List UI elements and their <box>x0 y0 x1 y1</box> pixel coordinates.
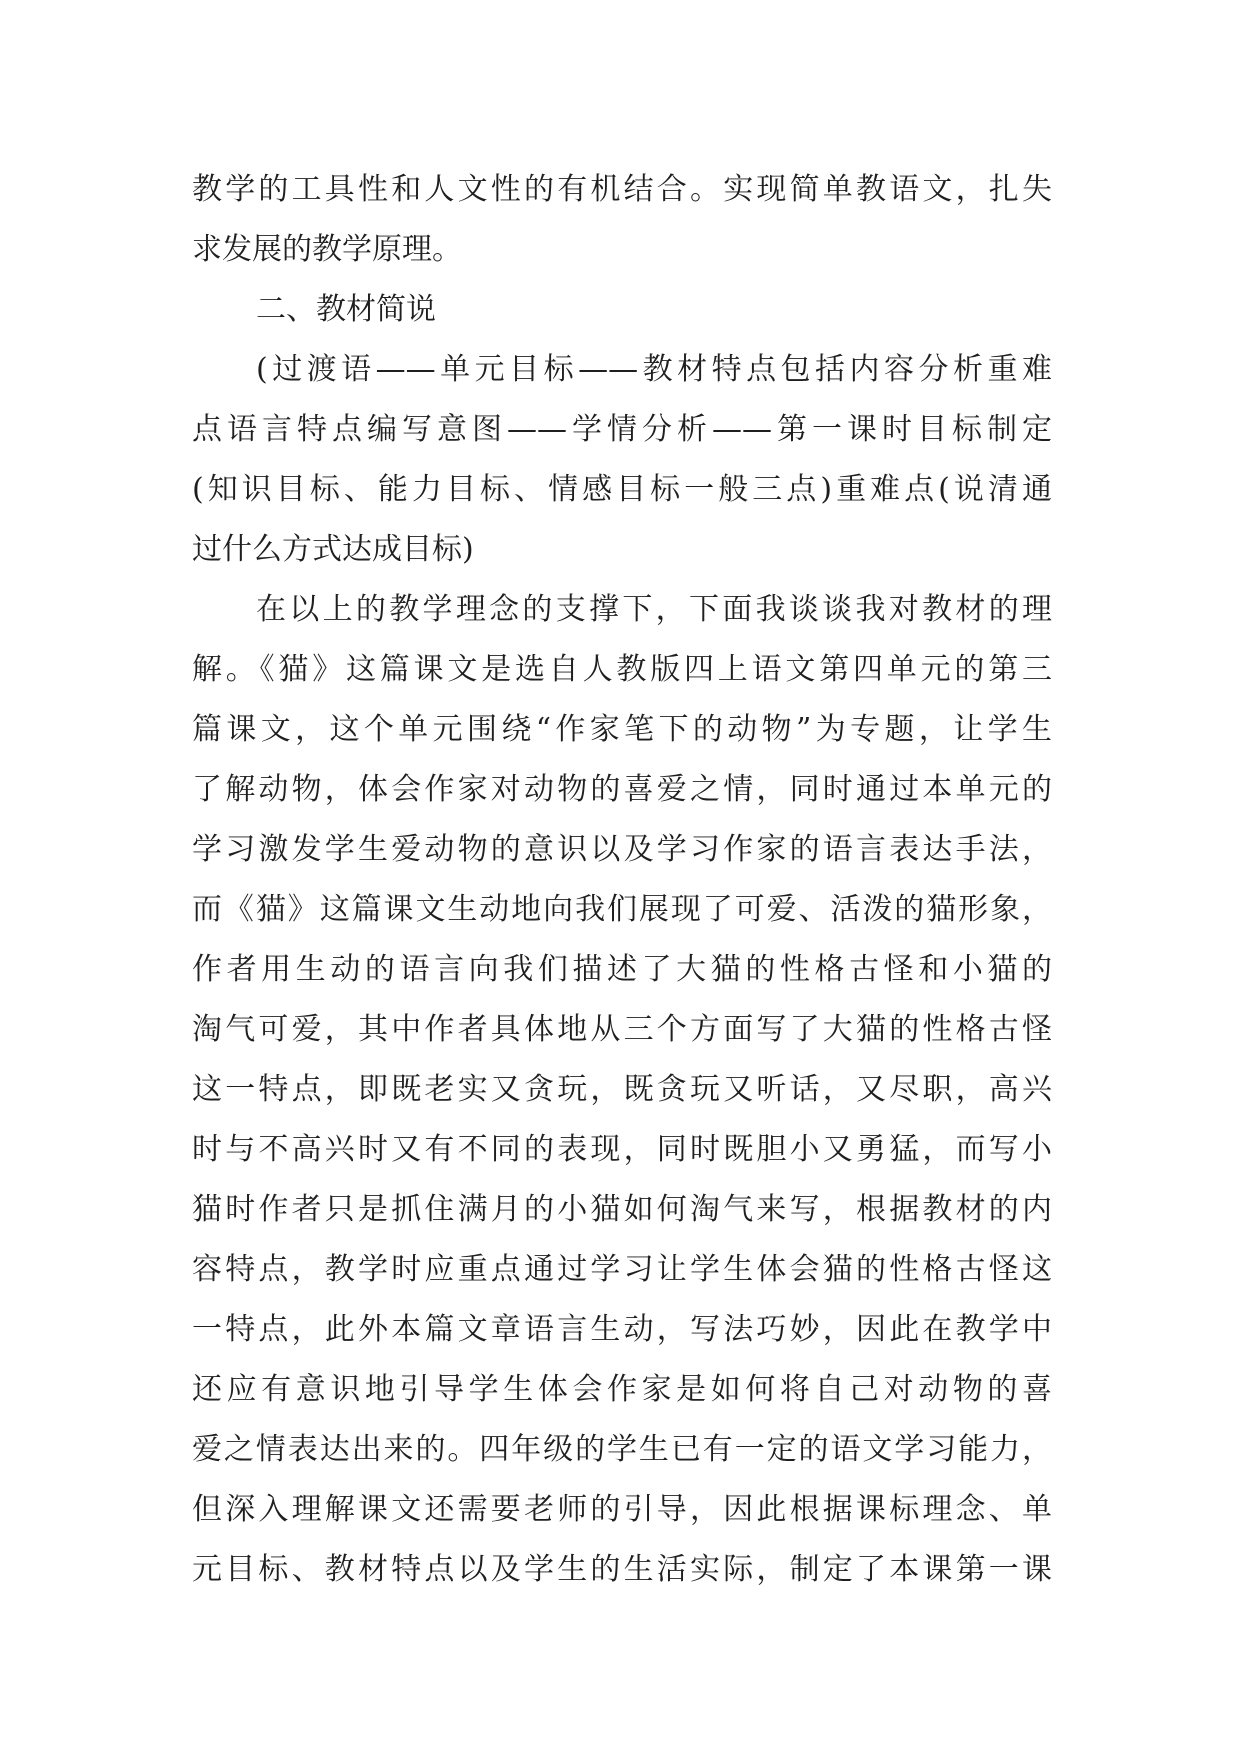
text-line: 时与不高兴时又有不同的表现，同时既胆小又勇猛，而写小 <box>192 1132 1052 1167</box>
text-line: 在以上的教学理念的支撑下，下面我谈谈我对教材的理 <box>256 592 1052 627</box>
text-line: 点语言特点编写意图——学情分析——第一课时目标制定 <box>192 412 1052 447</box>
section-heading <box>192 280 1052 340</box>
paragraph-teaching-principle <box>192 160 1052 280</box>
text-line: 篇课文，这个单元围绕“作家笔下的动物”为专题，让学生 <box>192 712 1052 747</box>
text-line: 求发展的教学原理。 <box>192 232 462 267</box>
text-line: (知识目标、能力目标、情感目标一般三点)重难点(说清通 <box>192 472 1052 507</box>
text-line: (过渡语——单元目标——教材特点包括内容分析重难 <box>256 352 1052 387</box>
text-line: 容特点，教学时应重点通过学习让学生体会猫的性格古怪这 <box>192 1252 1052 1287</box>
text-line: 猫时作者只是抓住满月的小猫如何淘气来写，根据教材的内 <box>192 1192 1052 1227</box>
text-line: 过什么方式达成目标) <box>192 532 474 567</box>
text-line: 这一特点，即既老实又贪玩，既贪玩又听话，又尽职，高兴 <box>192 1072 1052 1107</box>
text-line: 作者用生动的语言向我们描述了大猫的性格古怪和小猫的 <box>192 952 1052 987</box>
text-line: 淘气可爱，其中作者具体地从三个方面写了大猫的性格古怪 <box>192 1012 1052 1047</box>
text-line: 解。《猫》这篇课文是选自人教版四上语文第四单元的第三 <box>192 652 1052 687</box>
paragraph-textbook-analysis <box>192 580 1052 1600</box>
text-line: 爱之情表达出来的。四年级的学生已有一定的语文学习能力， <box>192 1432 1052 1467</box>
text-line: 了解动物，体会作家对动物的喜爱之情，同时通过本单元的 <box>192 772 1052 807</box>
text-line: 元目标、教材特点以及学生的生活实际，制定了本课第一课 <box>192 1552 1052 1587</box>
text-line: 学习激发学生爱动物的意识以及学习作家的语言表达手法， <box>192 832 1052 867</box>
text-line: 一特点，此外本篇文章语言生动，写法巧妙，因此在教学中 <box>192 1312 1052 1347</box>
paragraph-outline-note <box>192 340 1052 580</box>
document-body <box>192 160 1052 1600</box>
text-line: 教学的工具性和人文性的有机结合。实现简单教语文，扎失 <box>192 172 1052 207</box>
text-line: 而《猫》这篇课文生动地向我们展现了可爱、活泼的猫形象， <box>192 892 1052 927</box>
text-line: 还应有意识地引导学生体会作家是如何将自己对动物的喜 <box>192 1372 1052 1407</box>
text-line: 但深入理解课文还需要老师的引导，因此根据课标理念、单 <box>192 1492 1052 1527</box>
heading-text: 二、教材简说 <box>256 292 436 327</box>
